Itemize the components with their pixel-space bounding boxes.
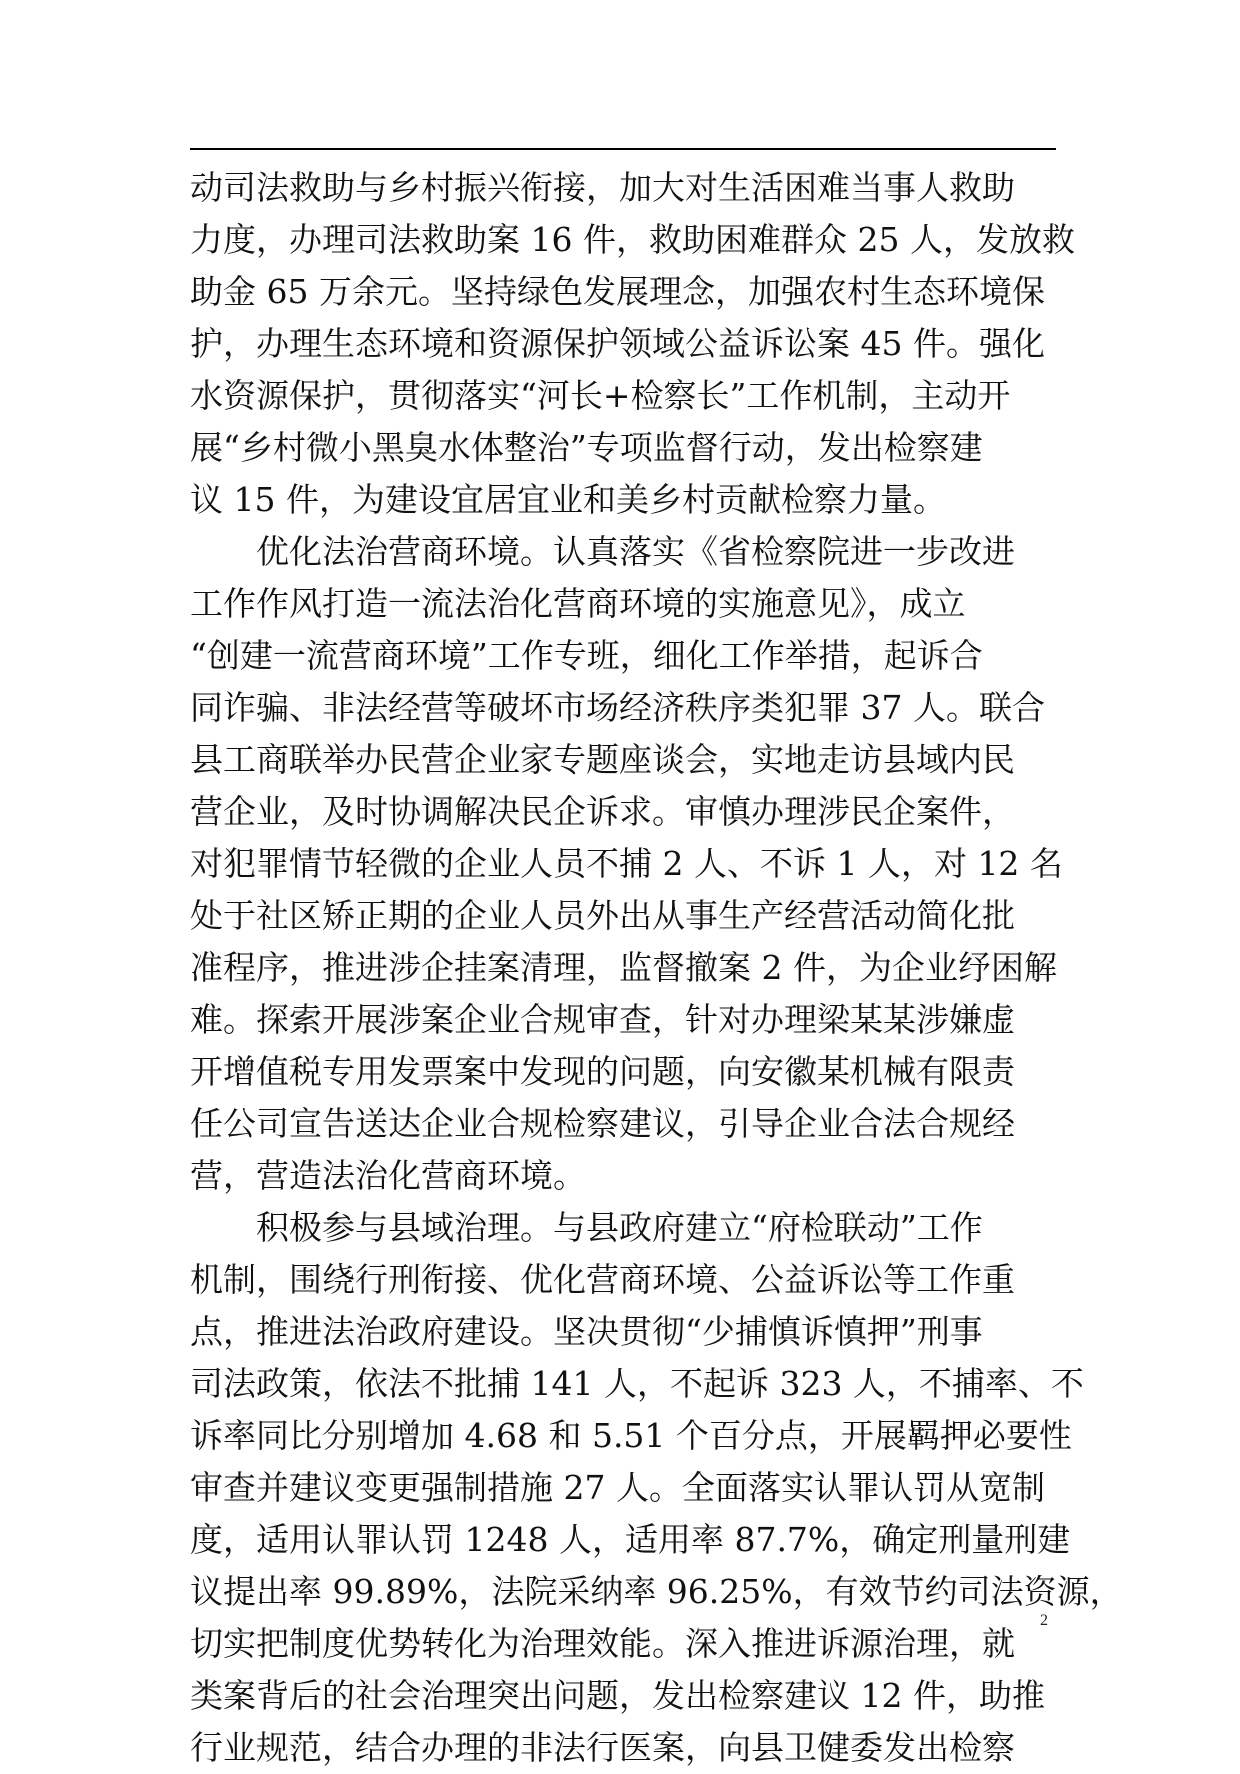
text-line: 审查并建议变更强制措施 27 人。全面落实认罪认罚从宽制 (190, 1468, 1045, 1507)
page-number: 2 (1040, 1612, 1048, 1629)
text-line: 助金 65 万余元。坚持绿色发展理念，加强农村生态环境保 (190, 272, 1045, 311)
text-line: 展“乡村微小黑臭水体整治”专项监督行动，发出检察建 (190, 428, 983, 467)
text-line: 同诈骗、非法经营等破坏市场经济秩序类犯罪 37 人。联合 (190, 688, 1045, 727)
text-line: 机制，围绕行刑衔接、优化营商环境、公益诉讼等工作重 (190, 1260, 1015, 1299)
text-line: 营企业，及时协调解决民企诉求。审慎办理涉民企案件， (190, 792, 1015, 831)
text-line: 任公司宣告送达企业合规检察建议，引导企业合法合规经 (190, 1104, 1015, 1143)
text-line: 县工商联举办民营企业家专题座谈会，实地走访县域内民 (190, 740, 1015, 779)
text-line: 动司法救助与乡村振兴衔接，加大对生活困难当事人救助 (190, 168, 1015, 207)
text-line: 司法政策，依法不批捕 141 人，不起诉 323 人，不捕率、不 (190, 1364, 1084, 1403)
text-line: 议提出率 99.89%，法院采纳率 96.25%，有效节约司法资源， (190, 1572, 1123, 1611)
text-line: 准程序，推进涉企挂案清理，监督撤案 2 件，为企业纾困解 (190, 948, 1057, 987)
text-line: 营，营造法治化营商环境。 (190, 1156, 586, 1195)
text-line: 优化法治营商环境。认真落实《省检察院进一步改进 (190, 532, 1015, 571)
text-line: 难。探索开展涉案企业合规审查，针对办理梁某某涉嫌虚 (190, 1000, 1015, 1039)
text-line: 工作作风打造一流法治化营商环境的实施意见》，成立 (190, 584, 966, 623)
text-line: 议 15 件，为建设宜居宜业和美乡村贡献检察力量。 (190, 480, 946, 519)
text-line: 处于社区矫正期的企业人员外出从事生产经营活动简化批 (190, 896, 1015, 935)
text-line: 行业规范，结合办理的非法行医案，向县卫健委发出检察 (190, 1728, 1015, 1767)
text-line: 积极参与县域治理。与县政府建立“府检联动”工作 (190, 1208, 983, 1247)
text-line: 切实把制度优势转化为治理效能。深入推进诉源治理，就 (190, 1624, 1015, 1663)
text-line: 点，推进法治政府建设。坚决贯彻“少捕慎诉慎押”刑事 (190, 1312, 983, 1351)
text-line: 对犯罪情节轻微的企业人员不捕 2 人、不诉 1 人，对 12 名 (190, 844, 1063, 883)
text-line: 度，适用认罪认罚 1248 人，适用率 87.7%，确定刑量刑建 (190, 1520, 1071, 1559)
text-line: 力度，办理司法救助案 16 件，救助困难群众 25 人，发放救 (190, 220, 1075, 259)
text-line: 开增值税专用发票案中发现的问题，向安徽某机械有限责 (190, 1052, 1015, 1091)
text-line: 诉率同比分别增加 4.68 和 5.51 个百分点，开展羁押必要性 (190, 1416, 1072, 1455)
text-line: 类案背后的社会治理突出问题，发出检察建议 12 件，助推 (190, 1676, 1045, 1715)
body-text (190, 162, 1123, 1774)
header-rule (190, 148, 1056, 150)
text-line: 护，办理生态环境和资源保护领域公益诉讼案 45 件。强化 (190, 324, 1045, 363)
text-line: 水资源保护，贯彻落实“河长+检察长”工作机制，主动开 (190, 376, 1011, 415)
text-line: “创建一流营商环境”工作专班，细化工作举措，起诉合 (190, 636, 983, 675)
